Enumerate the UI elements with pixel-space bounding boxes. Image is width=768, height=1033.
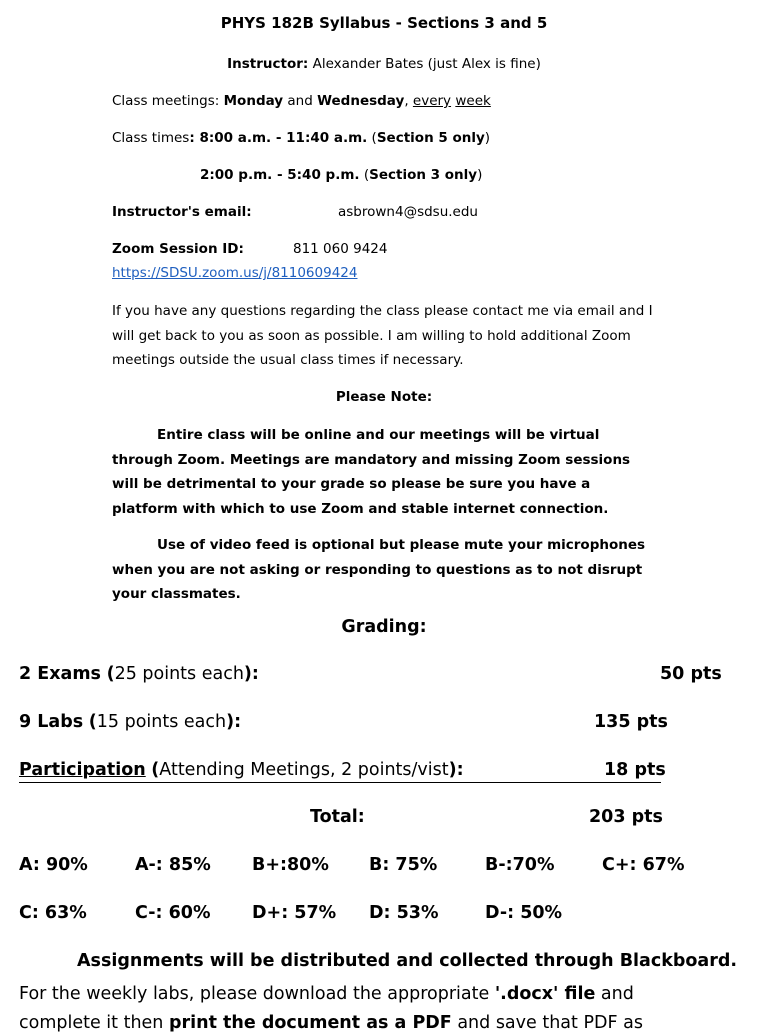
assignments-line1-bold: '.docx' file bbox=[494, 984, 596, 1004]
instructor-label: Instructor: bbox=[227, 56, 309, 72]
document-title: PHYS 182B Syllabus - Sections 3 and 5 bbox=[220, 14, 548, 32]
grading-heading: Grading: bbox=[341, 617, 427, 637]
class-times-line-2 bbox=[200, 167, 482, 183]
note-paragraph-2: Use of video feed is optional but please mute your microphones when you are not asking or responding to questions as to not disrupt your classmates. bbox=[112, 537, 646, 602]
exams-name: 2 Exams bbox=[19, 664, 101, 684]
assignments-line2-pre: complete it then bbox=[19, 1013, 169, 1033]
slot2-section: Section 3 only bbox=[369, 167, 478, 183]
grade-scale-item: B+:80% bbox=[252, 855, 329, 875]
contact-paragraph: If you have any questions regarding the class please contact me via email and I will get back to you as soon as possible. I am willing to hold additional Zoom meetings outside the usual class times if necessary. bbox=[112, 303, 653, 368]
assignments-line1-post: and bbox=[595, 984, 634, 1004]
grade-scale-item: D-: 50% bbox=[485, 903, 563, 923]
grade-scale-item: C+: 67% bbox=[602, 855, 685, 875]
email-address[interactable]: asbrown4@sdsu.edu bbox=[338, 204, 478, 220]
assignments-line-2 bbox=[19, 1013, 643, 1033]
grading-item-participation: Participation (Attending Meetings, 2 points/vist): bbox=[19, 760, 464, 780]
grade-scale-item: B: 75% bbox=[369, 855, 438, 875]
total-label: Total: bbox=[310, 807, 365, 827]
meetings-day1: Monday bbox=[223, 93, 284, 109]
grade-scale-item: B-:70% bbox=[485, 855, 555, 875]
meetings-and: and bbox=[287, 93, 313, 109]
instructor-name: Alexander Bates (just Alex is fine) bbox=[312, 56, 541, 72]
assignments-heading: Assignments will be distributed and collected through Blackboard. bbox=[77, 951, 738, 971]
assignments-line1-pre: For the weekly labs, please download the appropriate bbox=[19, 984, 495, 1004]
zoom-link[interactable]: https://SDSU.zoom.us/j/8110609424 bbox=[112, 265, 358, 281]
assignments-line-1 bbox=[19, 984, 634, 1004]
slot2-close-paren: ) bbox=[477, 167, 483, 183]
labs-points: 135 pts bbox=[594, 712, 668, 732]
grade-scale-item: D+: 57% bbox=[252, 903, 337, 923]
note-paragraph-1: Entire class will be online and our meetings will be virtual through Zoom. Meetings are mandatory and missing Zoom sessions will be detrimental to your grade so please be sure you have a platform with which to use Zoom and stable internet connection. bbox=[112, 427, 631, 517]
meetings-comma: , bbox=[404, 93, 409, 109]
participation-name: Participation bbox=[19, 760, 146, 780]
grade-scale-item: A: 90% bbox=[19, 855, 88, 875]
participation-points: 18 pts bbox=[604, 760, 666, 780]
grading-item-labs: 9 Labs (15 points each): bbox=[19, 712, 242, 732]
zoom-label: Zoom Session ID: bbox=[112, 241, 244, 257]
exams-detail: 25 points each bbox=[114, 664, 244, 684]
email-label: Instructor's email: bbox=[112, 204, 252, 220]
grading-item-exams: 2 Exams (25 points each): bbox=[19, 664, 259, 684]
meetings-label: Class meetings: bbox=[112, 93, 220, 109]
class-time-slot2: 2:00 p.m. - 5:40 p.m. bbox=[200, 167, 360, 183]
grade-scale-item: A-: 85% bbox=[135, 855, 211, 875]
grade-scale-item: C: 63% bbox=[19, 903, 87, 923]
slot1-open-paren: ( bbox=[367, 130, 377, 146]
class-meetings-line bbox=[112, 93, 491, 109]
meetings-week: week bbox=[455, 93, 491, 109]
slot1-section: Section 5 only bbox=[376, 130, 485, 146]
slot2-open-paren: ( bbox=[359, 167, 370, 183]
labs-detail: 15 points each bbox=[96, 712, 227, 732]
note-heading: Please Note: bbox=[335, 389, 433, 405]
exams-points: 50 pts bbox=[660, 664, 722, 684]
meetings-day2: Wednesday bbox=[317, 93, 405, 109]
meetings-every: every bbox=[412, 93, 452, 109]
zoom-id: 811 060 9424 bbox=[293, 241, 388, 257]
assignments-line2-post: and save that PDF as bbox=[451, 1013, 643, 1033]
class-times-line bbox=[112, 130, 490, 146]
instructor-line bbox=[0, 56, 768, 72]
slot1-close-paren: ) bbox=[484, 130, 491, 146]
grade-scale-item: C-: 60% bbox=[135, 903, 211, 923]
grade-scale-item: D: 53% bbox=[369, 903, 439, 923]
class-time-slot1: : 8:00 a.m. - 11:40 a.m. bbox=[189, 130, 368, 146]
assignments-line2-bold: print the document as a PDF bbox=[168, 1013, 452, 1033]
total-value: 203 pts bbox=[589, 807, 663, 827]
participation-detail: Attending Meetings, 2 points/vist bbox=[159, 760, 449, 780]
class-times-label: Class times bbox=[112, 130, 190, 146]
participation-underline bbox=[19, 782, 661, 783]
labs-name: 9 Labs bbox=[19, 712, 84, 732]
